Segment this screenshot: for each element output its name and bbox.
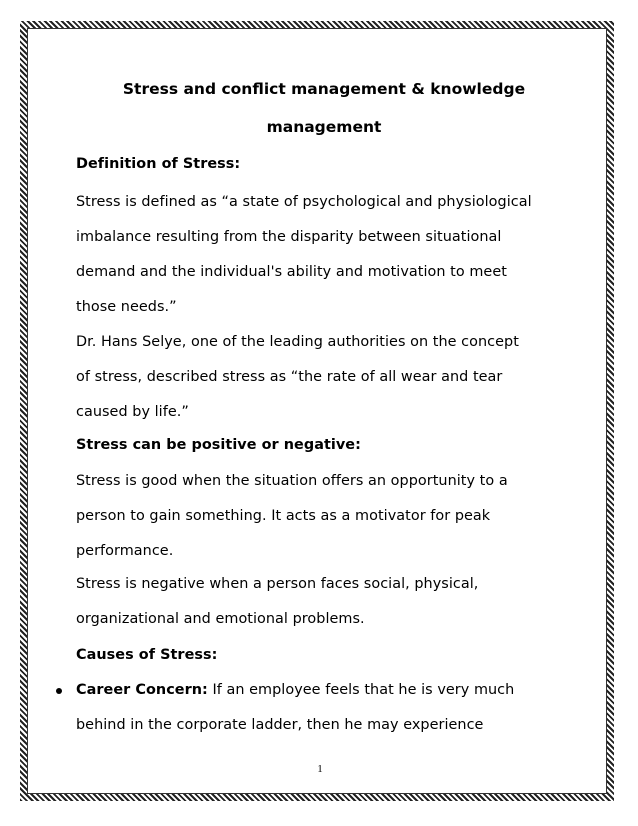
negative-stress-line: Stress is negative when a person faces social, physical, [76, 576, 479, 592]
negative-stress-line: organizational and emotional problems. [76, 611, 365, 627]
bullet-dot-icon [56, 688, 62, 694]
definition-line: demand and the individual's ability and motivation to meet [76, 264, 507, 280]
positive-negative-heading: Stress can be positive or negative: [76, 437, 361, 453]
bullet-career-continuation: behind in the corporate ladder, then he may experience [76, 717, 484, 733]
positive-stress-line: performance. [76, 543, 174, 559]
selye-line: caused by life.” [76, 404, 189, 420]
page-number: 1 [317, 763, 323, 775]
definition-heading: Definition of Stress: [76, 156, 241, 172]
bullet-career-text: If an employee feels that he is very much [207, 682, 515, 698]
document-title-line-2: management [266, 118, 382, 136]
causes-heading: Causes of Stress: [76, 647, 218, 663]
bullet-career-label: Career Concern: [76, 682, 208, 698]
definition-line: those needs.” [76, 299, 177, 315]
bullet-career-concern [76, 682, 514, 698]
selye-line: Dr. Hans Selye, one of the leading authorities on the concept [76, 334, 519, 350]
positive-stress-line: person to gain something. It acts as a motivator for peak [76, 508, 491, 524]
positive-stress-line: Stress is good when the situation offers an opportunity to a [76, 473, 508, 489]
document-title-line-1: Stress and conflict management & knowledge [122, 80, 526, 98]
selye-line: of stress, described stress as “the rate of all wear and tear [76, 369, 503, 385]
definition-line: imbalance resulting from the disparity between situational [76, 229, 502, 245]
definition-line: Stress is defined as “a state of psychological and physiological [76, 194, 532, 210]
